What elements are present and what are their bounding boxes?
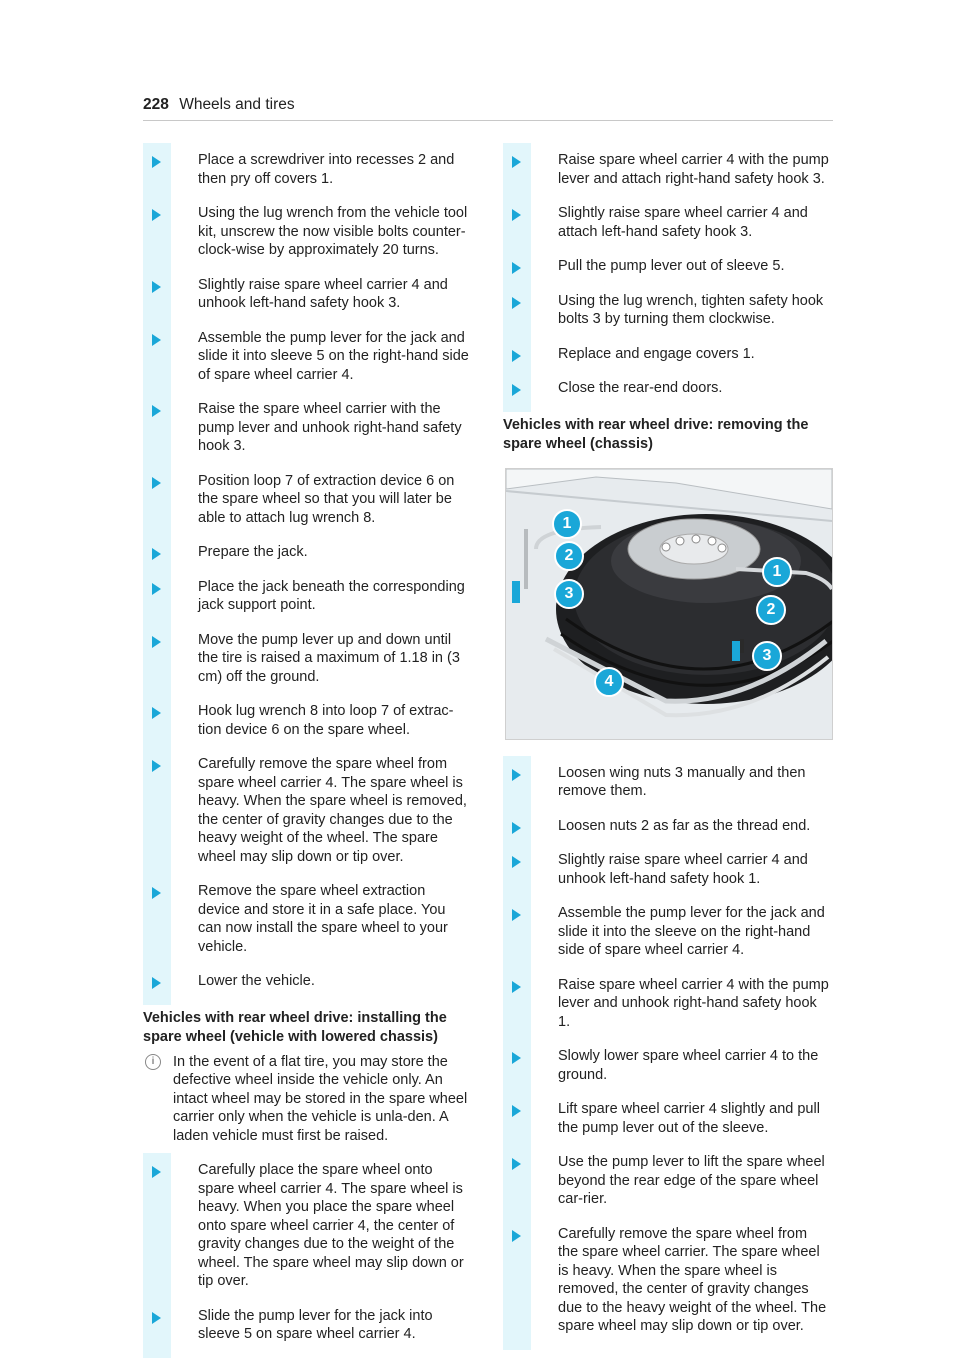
note-text: In the event of a flat tire, you may store the defective wheel inside the vehicle only. An intact wheel may be stored in the spare wheel carrier only when the vehicle is unla-den. A laden vehicle must first be raised.: [173, 1053, 468, 1144]
step-text: Slightly raise spare wheel carrier 4 and unhook left-hand safety hook 1.: [558, 852, 808, 887]
callout-1-right: 1: [762, 557, 792, 587]
step-arrow-icon: [152, 583, 161, 595]
step-item: [531, 1145, 830, 1217]
step-arrow-icon: [152, 887, 161, 899]
step-item: [531, 809, 830, 844]
step-text: Place a screwdriver into recesses 2 and then pry off covers 1.: [198, 152, 455, 187]
step-text: Raise spare wheel carrier 4 with the pump lever and attach right-hand safety hook 3.: [558, 152, 829, 187]
section-heading: Vehicles with rear wheel drive: installing the spare wheel (vehicle with lowered chassis): [143, 1009, 447, 1045]
step-text: Hook lug wrench 8 into loop 7 of extrac-tion device 6 on the spare wheel.: [198, 703, 454, 738]
step-arrow-icon: [152, 281, 161, 293]
info-icon: i: [145, 1054, 161, 1070]
step-text: Loosen nuts 2 as far as the thread end.: [558, 817, 811, 834]
callout-4: 4: [594, 667, 624, 697]
step-arrow-icon: [152, 636, 161, 648]
step-text: Slightly raise spare wheel carrier 4 and unhook left-hand safety hook 3.: [198, 276, 448, 311]
step-item: [171, 196, 470, 268]
header-divider: [143, 120, 833, 121]
step-item: [531, 896, 830, 968]
step-arrow-icon: [152, 1312, 161, 1324]
right-column: [503, 143, 830, 1350]
step-list: [503, 143, 830, 412]
step-item: [171, 964, 470, 999]
step-item: [171, 268, 470, 321]
step-arrow-icon: [152, 1166, 161, 1178]
step-arrow-icon: [152, 760, 161, 772]
callout-3-left: 3: [554, 579, 584, 609]
step-text: Raise the spare wheel carrier with the pump lever and unhook right-hand safety hook 3.: [198, 401, 462, 454]
step-arrow-icon: [152, 707, 161, 719]
step-item: [171, 143, 470, 196]
step-arrow-icon: [512, 156, 521, 168]
section-heading: Vehicles with rear wheel drive: removing the spare wheel (chassis): [503, 416, 809, 452]
step-item: [171, 747, 470, 874]
step-item: [171, 1153, 470, 1299]
step-text: Remove the spare wheel extraction device and store it in a safe place. You can now install the spare wheel to your vehicle.: [198, 883, 448, 955]
step-text: Using the lug wrench from the vehicle tool kit, unscrew the now visible bolts counter-clock-wise by approximately 20 turns.: [198, 205, 468, 258]
step-arrow-icon: [512, 1230, 521, 1242]
step-text: Carefully place the spare wheel onto spare wheel carrier 4. The spare wheel is heavy. When you place the spare wheel onto spare wheel carrier 4, the center of gravity changes due to the weight of the wheel. The spare wheel may slip down or tip over.: [198, 1162, 464, 1289]
step-item: [531, 756, 830, 809]
step-item: [531, 371, 830, 406]
step-text: Place the jack beneath the corresponding jack support point.: [198, 578, 465, 613]
step-text: Close the rear-end doors.: [558, 380, 723, 396]
step-arrow-icon: [512, 297, 521, 309]
step-arrow-icon: [512, 1105, 521, 1117]
step-item: [171, 464, 470, 536]
step-text: Lower the vehicle.: [198, 973, 315, 989]
callout-3-right: 3: [752, 641, 782, 671]
step-item: [531, 1039, 830, 1092]
step-item: [171, 570, 470, 623]
step-text: Position loop 7 of extraction device 6 on the spare wheel so that you will later be able to attach lug wrench 8.: [198, 472, 455, 526]
step-arrow-icon: [152, 156, 161, 168]
step-arrow-icon: [512, 384, 521, 396]
step-text: Use the pump lever to lift the spare wheel beyond the rear edge of the spare wheel car-rier.: [558, 1154, 825, 1207]
step-arrow-icon: [512, 909, 521, 921]
page-number: 228: [143, 96, 169, 113]
step-item: [171, 392, 470, 464]
left-column: [143, 143, 470, 1358]
step-arrow-icon: [512, 1052, 521, 1064]
step-arrow-icon: [512, 822, 521, 834]
step-list: [143, 143, 470, 1005]
callout-1-left: 1: [552, 509, 582, 539]
step-arrow-icon: [152, 477, 161, 489]
step-item: [171, 874, 470, 964]
step-arrow-icon: [152, 548, 161, 560]
info-note: [143, 1053, 470, 1146]
step-item: [531, 843, 830, 896]
step-arrow-icon: [152, 334, 161, 346]
step-arrow-icon: [512, 350, 521, 362]
step-arrow-icon: [512, 981, 521, 993]
step-text: Raise spare wheel carrier 4 with the pump lever and unhook right-hand safety hook 1.: [558, 976, 829, 1030]
step-item: [171, 1299, 470, 1352]
step-text: Carefully remove the spare wheel from spare wheel carrier 4. The spare wheel is heavy. When the spare wheel is removed, the center of gravity changes due to the heavy weight of the wheel. The spare wheel may slip down or tip over.: [198, 756, 467, 865]
step-arrow-icon: [512, 1158, 521, 1170]
step-text: Lift spare wheel carrier 4 slightly and pull the pump lever out of the sleeve.: [558, 1101, 820, 1136]
step-text: Prepare the jack.: [198, 544, 308, 560]
step-arrow-icon: [512, 209, 521, 221]
step-text: Slide the pump lever for the jack into sleeve 5 on spare wheel carrier 4.: [198, 1307, 433, 1342]
step-text: Carefully remove the spare wheel from the spare wheel carrier. The spare wheel is heavy. When the spare wheel is removed, the center of gravity changes due to the heavy weight of the wheel. The spare wheel may slip down or tip over.: [558, 1225, 827, 1334]
section-title: Wheels and tires: [179, 96, 295, 113]
step-text: Using the lug wrench, tighten safety hook bolts 3 by turning them clockwise.: [558, 292, 824, 327]
step-text: Loosen wing nuts 3 manually and then remove them.: [558, 764, 806, 799]
step-text: Replace and engage covers 1.: [558, 345, 755, 362]
step-item: [531, 249, 830, 284]
step-item: [531, 968, 830, 1040]
callout-2-right: 2: [756, 595, 786, 625]
step-arrow-icon: [152, 209, 161, 221]
step-arrow-icon: [152, 977, 161, 989]
step-item: [171, 535, 470, 570]
callout-2-left: 2: [554, 541, 584, 571]
step-text: Assemble the pump lever for the jack and slide it into the sleeve on the right-hand side of spare wheel carrier 4.: [558, 905, 825, 958]
step-item: [531, 1217, 830, 1344]
step-arrow-icon: [512, 262, 521, 274]
page-header: [143, 96, 295, 114]
spare-wheel-illustration: [505, 468, 833, 740]
step-item: [531, 1092, 830, 1145]
step-text: Move the pump lever up and down until the tire is raised a maximum of 1.18 in (3 cm) off the ground.: [198, 631, 460, 685]
step-text: Assemble the pump lever for the jack and slide it into sleeve 5 on the right-hand side of spare wheel carrier 4.: [198, 329, 469, 383]
step-item: [531, 284, 830, 337]
step-arrow-icon: [512, 856, 521, 868]
step-text: Slowly lower spare wheel carrier 4 to the ground.: [558, 1048, 819, 1083]
step-list: [503, 756, 830, 1350]
step-list: [143, 1153, 470, 1358]
step-item: [531, 337, 830, 372]
step-arrow-icon: [152, 405, 161, 417]
step-item: [171, 321, 470, 393]
step-item: [531, 196, 830, 249]
step-text: Slightly raise spare wheel carrier 4 and attach left-hand safety hook 3.: [558, 205, 808, 240]
step-item: [531, 143, 830, 196]
step-arrow-icon: [512, 769, 521, 781]
step-item: [171, 623, 470, 695]
step-text: Pull the pump lever out of sleeve 5.: [558, 258, 785, 274]
step-item: [171, 694, 470, 747]
